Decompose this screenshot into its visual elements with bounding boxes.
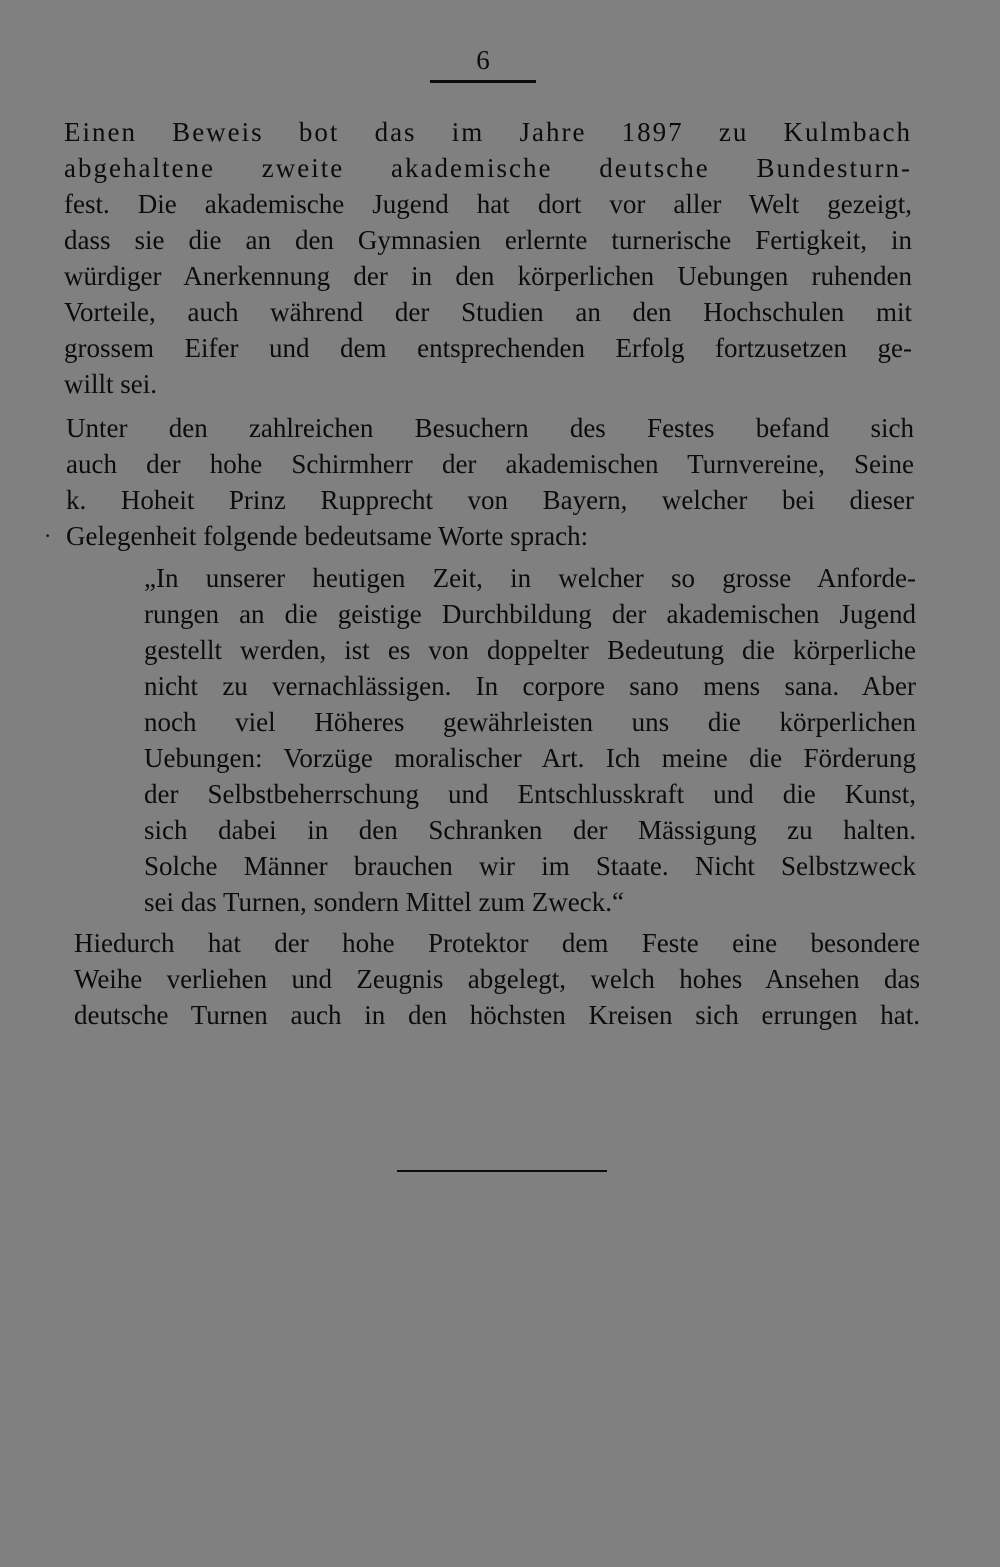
text-line: auch der hohe Schirmherr der akademischen Turnvereine, Seine	[66, 449, 914, 479]
paragraph-2	[66, 410, 914, 554]
text-line: Gelegenheit folgende bedeutsame Worte sprach:	[66, 521, 589, 551]
quotation-paragraph	[144, 560, 916, 920]
text-line: noch viel Höheres gewährleisten uns die körperlichen	[144, 707, 916, 737]
text-line: Unter den zahlreichen Besuchern des Festes befand sich	[66, 413, 914, 443]
text-line: willt sei.	[64, 369, 157, 399]
section-end-rule	[397, 1170, 607, 1172]
text-line: sei das Turnen, sondern Mittel zum Zweck.“	[144, 887, 624, 917]
text-line: Einen Beweis bot das im Jahre 1897 zu Kulmbach	[64, 117, 912, 147]
text-line: dass sie die an den Gymnasien erlernte turnerische Fertigkeit, in	[64, 225, 912, 255]
text-line: abgehaltene zweite akademische deutsche Bundesturn-	[64, 153, 912, 183]
text-line: Weihe verliehen und Zeugnis abgelegt, welch hohes Ansehen das	[74, 964, 920, 994]
paragraph-1	[64, 114, 912, 402]
text-line: fest. Die akademische Jugend hat dort vor aller Welt gezeigt,	[64, 189, 912, 219]
page-number: 6	[476, 45, 490, 75]
text-line: gestellt werden, ist es von doppelter Bedeutung die körperliche	[144, 635, 916, 665]
text-line: sich dabei in den Schranken der Mässigung zu halten.	[144, 815, 916, 845]
text-line: deutsche Turnen auch in den höchsten Kreisen sich errungen hat.	[74, 1000, 920, 1030]
text-line: würdiger Anerkennung der in den körperlichen Uebungen ruhenden	[64, 261, 912, 291]
text-line: Solche Männer brauchen wir im Staate. Nicht Selbstzweck	[144, 851, 916, 881]
text-line: „In unserer heutigen Zeit, in welcher so grosse Anforde-	[144, 563, 916, 593]
text-line: grossem Eifer und dem entsprechenden Erfolg fortzusetzen ge-	[64, 333, 912, 363]
page-number-underline	[430, 80, 536, 83]
paragraph-4	[74, 925, 920, 1033]
margin-mark: ·	[44, 523, 52, 548]
text-line: Hiedurch hat der hohe Protektor dem Feste eine besondere	[74, 928, 920, 958]
text-line: rungen an die geistige Durchbildung der akademischen Jugend	[144, 599, 916, 629]
text-line: Vorteile, auch während der Studien an den Hochschulen mit	[64, 297, 912, 327]
text-line: Uebungen: Vorzüge moralischer Art. Ich meine die Förderung	[144, 743, 916, 773]
text-line: nicht zu vernachlässigen. In corpore sano mens sana. Aber	[144, 671, 916, 701]
text-line: k. Hoheit Prinz Rupprecht von Bayern, welcher bei dieser	[66, 485, 914, 515]
text-line: der Selbstbeherrschung und Entschlusskraft und die Kunst,	[144, 779, 916, 809]
